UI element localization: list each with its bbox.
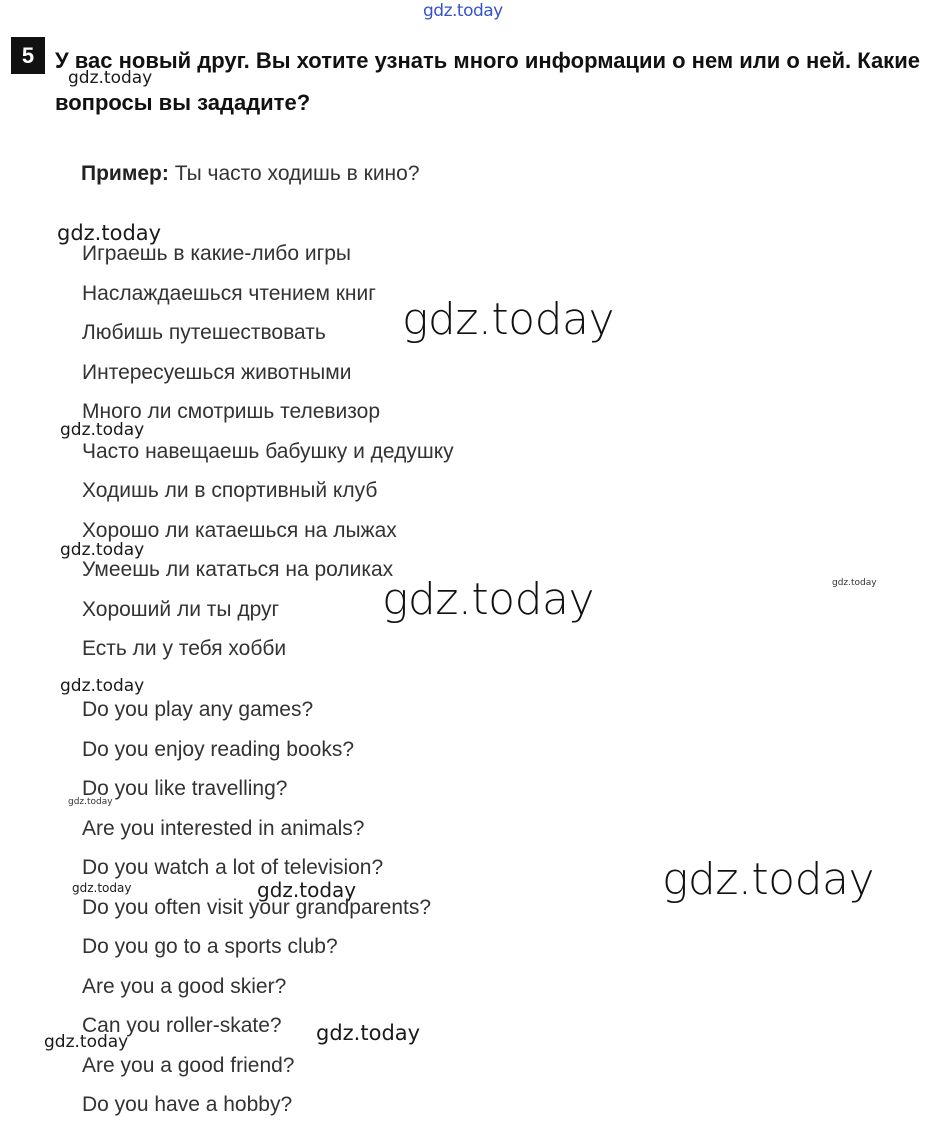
list-item: Любишь путешествовать [82, 321, 326, 344]
task-instruction: У вас новый друг. Вы хотите узнать много информации о нем или о ней. Какие вопросы вы зададите? [55, 48, 920, 115]
watermark: gdz.today [57, 221, 162, 245]
list-item: Do you watch a lot of television? [82, 856, 384, 879]
task-number-badge: 5 [11, 37, 45, 74]
list-item: Are you interested in animals? [82, 816, 365, 840]
list-item: Are you a good friend? [82, 1053, 295, 1077]
list-item: Do you often visit your grandparents? [82, 895, 432, 919]
list-item: Do you have a hobby? [82, 1093, 293, 1116]
example-label: Пример: [81, 162, 169, 185]
list-item: Do you enjoy reading books? [82, 737, 355, 761]
list-item: Do you go to a sports club? [82, 935, 338, 958]
list-item: Есть ли у тебя хобби [82, 637, 287, 660]
watermark: gdz.today [72, 881, 132, 895]
watermark: gdz.today [832, 578, 877, 588]
watermark: gdz.today [257, 878, 357, 902]
list-item: Хороший ли ты друг [82, 597, 280, 621]
list-item: Интересуешься животными [82, 360, 352, 384]
list-item: Do you like travelling? [82, 777, 288, 800]
english-question-list [82, 696, 431, 1131]
watermark: gdz.today [68, 797, 113, 807]
watermark: gdz.today [68, 68, 153, 88]
list-item: Хорошо ли катаешься на лыжах [82, 518, 397, 542]
list-item: Can you roller-skate? [82, 1014, 282, 1037]
watermark-large: gdz.today [662, 854, 875, 905]
list-item: Часто навещаешь бабушку и дедушку [82, 439, 454, 463]
watermark-large: gdz.today [382, 574, 595, 625]
example-line [81, 160, 420, 188]
example-text: Ты часто ходишь в кино? [168, 162, 420, 185]
watermark: gdz.today [60, 540, 145, 560]
list-item: Ходишь ли в спортивный клуб [82, 479, 378, 502]
watermark-large: gdz.today [402, 294, 615, 345]
russian-question-list [82, 240, 454, 675]
watermark-top: gdz.today [423, 1, 503, 21]
list-item: Are you a good skier? [82, 974, 287, 998]
list-item: Играешь в какие-либо игры [82, 242, 352, 265]
list-item: Наслаждаешься чтением книг [82, 281, 376, 305]
list-item: Много ли смотришь телевизор [82, 400, 381, 423]
list-item: Do you play any games? [82, 698, 314, 721]
watermark: gdz.today [60, 420, 145, 440]
watermark: gdz.today [316, 1021, 421, 1045]
list-item: Умеешь ли кататься на роликах [82, 558, 394, 581]
watermark: gdz.today [60, 676, 145, 696]
watermark: gdz.today [44, 1032, 129, 1052]
